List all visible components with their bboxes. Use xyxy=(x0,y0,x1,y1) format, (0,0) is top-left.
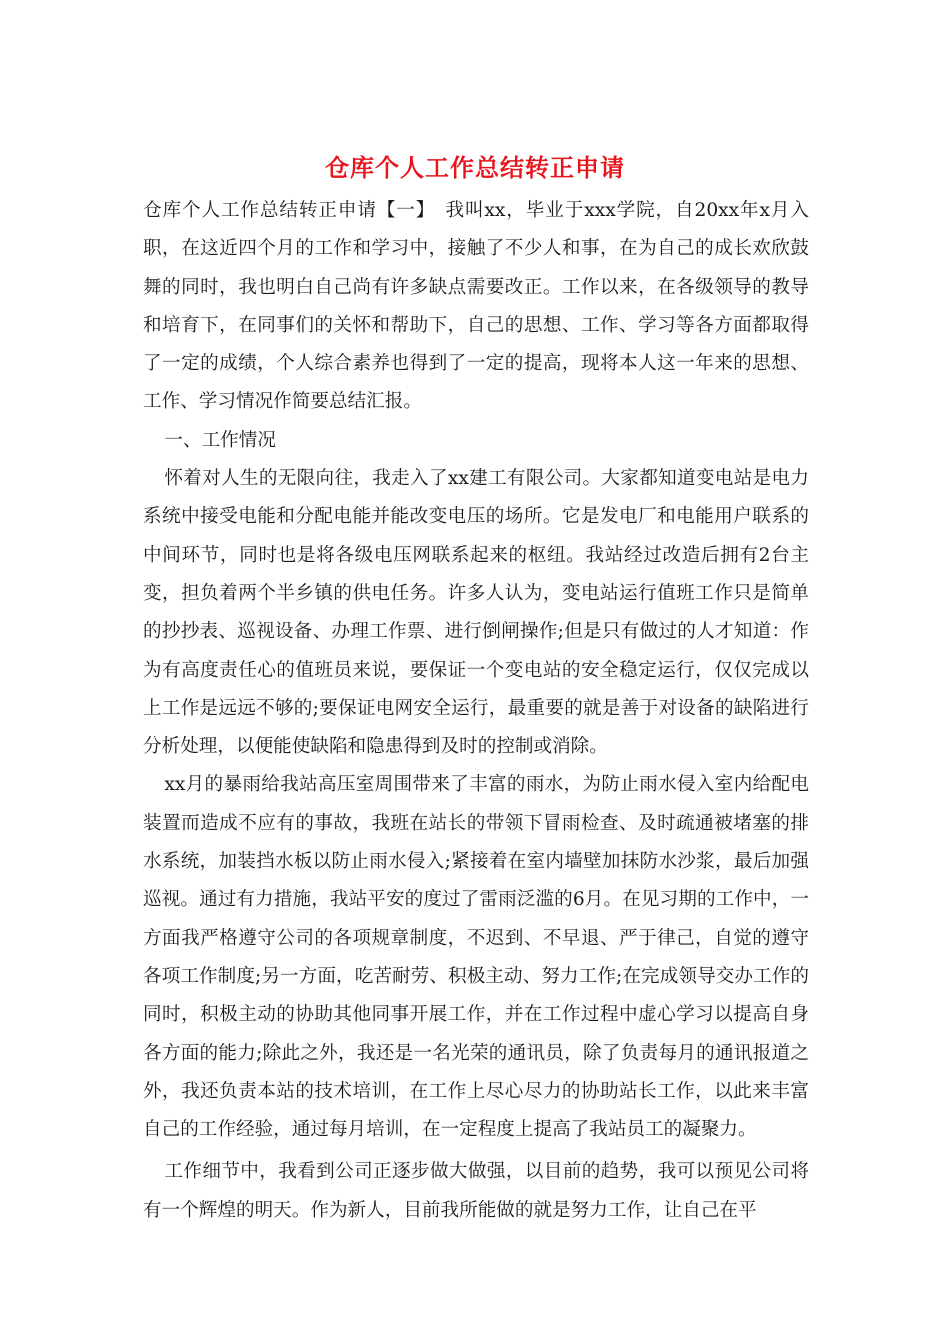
paragraph-intro: 仓库个人工作总结转正申请【一】 我叫xx，毕业于xxx学院，自20xx年x月入职，在这近四个月的工作和学习中，接触了不少人和事，在为自己的成长欢欣鼓舞的同时，我也明白自己尚有许多缺点需要改正。工作以来，在各级领导的教导和培育下，在同事们的关怀和帮助下，自己的思想、工作、学习等各方面都取得了一定的成绩，个人综合素养也得到了一定的提高，现将本人这一年来的思想、工作、学习情况作简要总结汇报。 xyxy=(143,200,809,413)
section-heading-work-situation: 一、工作情况 xyxy=(164,429,276,451)
document-title: 仓库个人工作总结转正申请 xyxy=(325,153,625,182)
paragraph-work-3: 工作细节中，我看到公司正逐步做大做强，以目前的趋势，我可以预见公司将有一个辉煌的明天。作为新人，目前我所能做的就是努力工作，让自己在平 xyxy=(143,1161,809,1221)
paragraph-work-1: 怀着对人生的无限向往，我走入了xx建工有限公司。大家都知道变电站是电力系统中接受电能和分配电能并能改变电压的场所。它是发电厂和电能用户联系的中间环节，同时也是将各级电压网联系起来的枢纽。我站经过改造后拥有2台主变，担负着两个半乡镇的供电任务。许多人认为，变电站运行值班工作只是简单的抄抄表、巡视设备、办理工作票、进行倒闸操作;但是只有做过的人才知道：作为有高度责任心的值班员来说，要保证一个变电站的安全稳定运行，仅仅完成以上工作是远远不够的;要保证电网安全运行，最重要的就是善于对设备的缺陷进行分析处理，以便能使缺陷和隐患得到及时的控制或消除。 xyxy=(143,468,809,758)
document-body xyxy=(143,192,809,1230)
paragraph-work-2: xx月的暴雨给我站高压室周围带来了丰富的雨水，为防止雨水侵入室内给配电装置而造成不应有的事故，我班在站长的带领下冒雨检查、及时疏通被堵塞的排水系统，加装挡水板以防止雨水侵入;紧接着在室内墙壁加抹防水沙浆，最后加强巡视。通过有力措施，我站平安的度过了雷雨泛滥的6月。在见习期的工作中，一方面我严格遵守公司的各项规章制度，不迟到、不早退、严于律己，自觉的遵守各项工作制度;另一方面，吃苦耐劳、积极主动、努力工作;在完成领导交办工作的同时，积极主动的协助其他同事开展工作，并在工作过程中虚心学习以提高自身各方面的能力;除此之外，我还是一名光荣的通讯员，除了负责每月的通讯报道之外，我还负责本站的技术培训，在工作上尽心尽力的协助站长工作，以此来丰富自己的工作经验，通过每月培训，在一定程度上提高了我站员工的凝聚力。 xyxy=(143,774,809,1141)
